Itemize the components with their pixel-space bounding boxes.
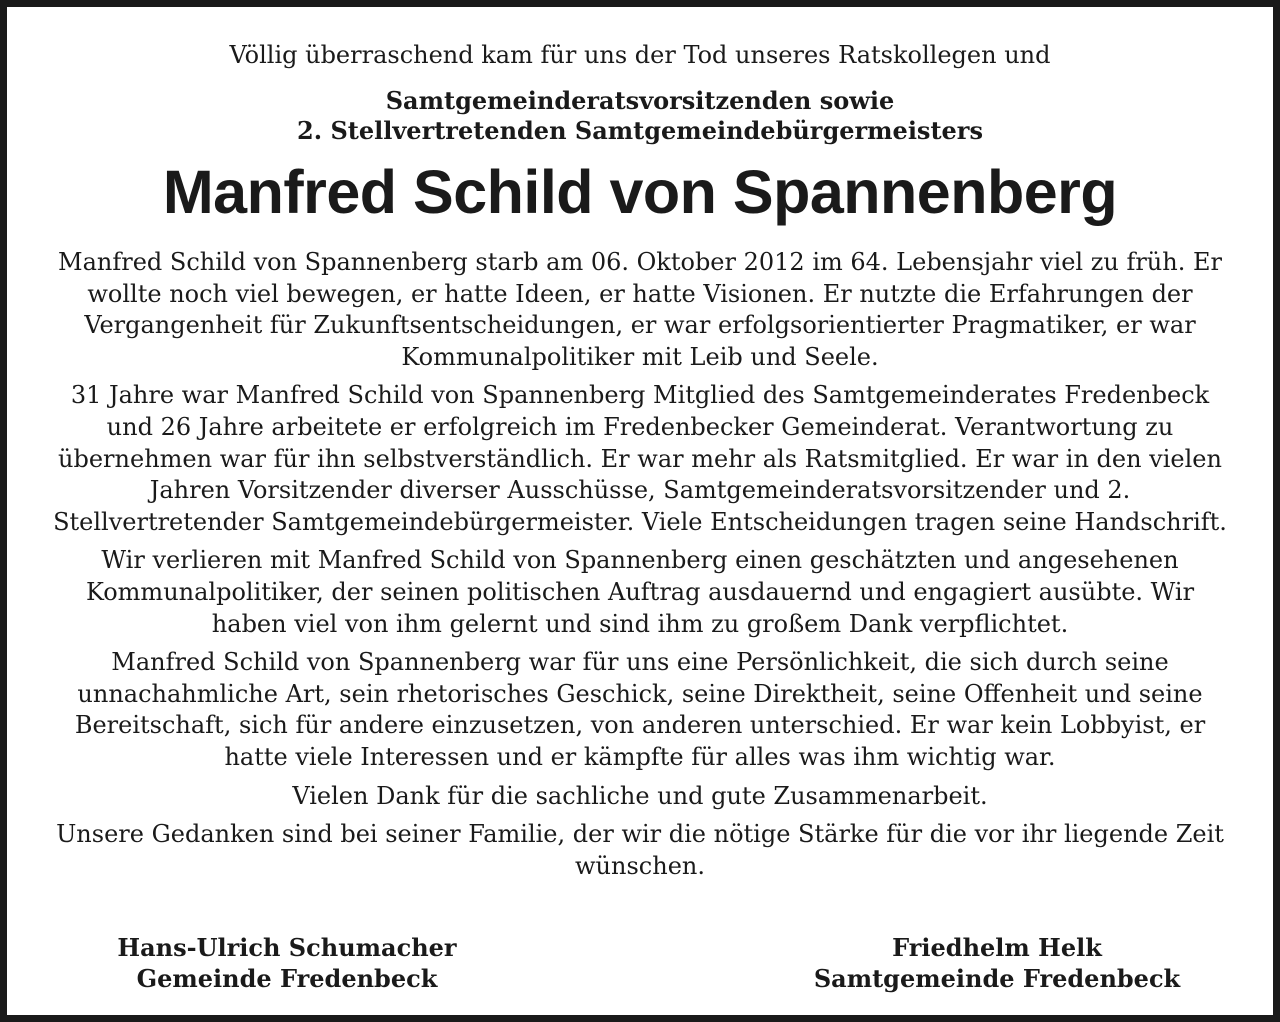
role-line-2: 2. Stellvertretenden Samtgemeindebürgermeisters (297, 116, 983, 145)
paragraph-5: Vielen Dank für die sachliche und gute Zusammenarbeit. (292, 781, 988, 810)
signature-left (67, 932, 507, 994)
deceased-name: Manfred Schild von Spannenberg (162, 158, 1118, 226)
paragraph-1: Manfred Schild von Spannenberg starb am 06. Oktober 2012 im 64. Lebensjahr viel zu früh. Er wollte noch viel bewegen, er hatte Ideen, er hatte Visionen. Er nutzte die Erfahrungen der Vergangenheit für Zukunftsentscheidungen, er war erfolgsorientierter Pragmatiker, er war Kommunalpolitiker mit Leib und Seele. (58, 248, 1222, 371)
intro-line: Völlig überraschend kam für uns der Tod unseres Ratskollegen und (229, 41, 1051, 69)
signature-name: Friedhelm Helk (892, 933, 1102, 962)
paragraph-6: Unsere Gedanken sind bei seiner Familie, der wir die nötige Stärke für die vor ihr liegende Zeit wünschen. (56, 820, 1224, 880)
signature-name: Hans-Ulrich Schumacher (117, 933, 457, 962)
paragraph-3: Wir verlieren mit Manfred Schild von Spannenberg einen geschätzten und angesehenen Kommunalpolitiker, der seinen politischen Auftrag ausdauernd und engagiert ausübte. Wir haben viel von ihm gelernt und sind ihm zu großem Dank verpflichtet. (85, 546, 1195, 638)
role-line-1: Samtgemeinderatsvorsitzenden sowie (385, 86, 895, 115)
obituary-body (47, 247, 1233, 889)
signature-org: Gemeinde Fredenbeck (136, 964, 438, 993)
signature-org: Samtgemeinde Fredenbeck (813, 964, 1181, 993)
paragraph-2: 31 Jahre war Manfred Schild von Spannenberg Mitglied des Samtgemeinderates Fredenbeck und 26 Jahre arbeitete er erfolgreich im Fredenbecker Gemeinderat. Verantwortung zu übernehmen war für ihn selbstverständlich. Er war mehr als Ratsmitglied. Er war in den vielen Jahren Vorsitzender diverser Ausschüsse, Samtgemeinderatsvorsitzender und 2. Stellvertretender Samtgemeindebürgermeister. Viele Entscheidungen tragen seine Handschrift. (53, 381, 1227, 536)
signature-right (777, 932, 1217, 994)
role-lines (7, 86, 1273, 146)
paragraph-4: Manfred Schild von Spannenberg war für uns eine Persönlichkeit, die sich durch seine unnachahmliche Art, sein rhetorisches Geschick, seine Direktheit, seine Offenheit und seine Bereitschaft, sich für andere einzusetzen, von anderen unterschied. Er war kein Lobbyist, er hatte viele Interessen und er kämpfte für alles was ihm wichtig war. (74, 648, 1206, 771)
